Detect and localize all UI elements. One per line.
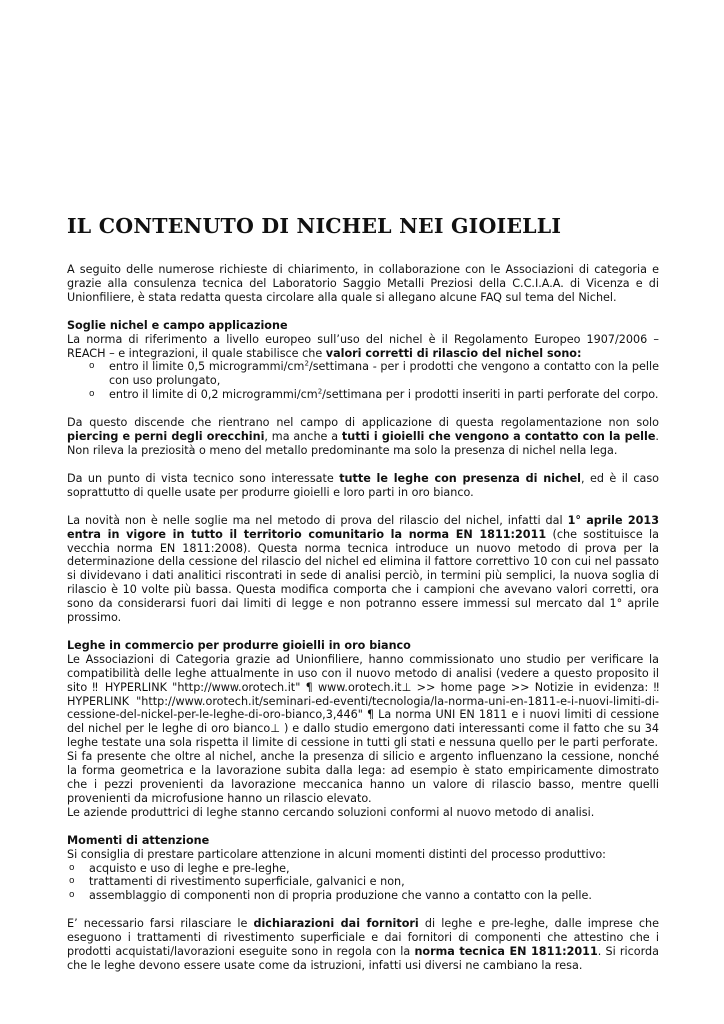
- intro-paragraph: A seguito delle numerose richieste di chiarimento, in collaborazione con le Associazioni di categoria e grazie alla consulenza tecnica del Laboratorio Saggio Metalli Preziosi della C.C.I.A.A. di Vicenza e di Unionfiliere, è stata redatta questa circolare alla quale si allegano alcune FAQ sul tema del Nichel.: [67, 263, 659, 304]
- document-body: [67, 263, 659, 987]
- scope-paragraph: Da questo discende che rientrano nel campo di applicazione di questa regolamentazione non solo piercing e perni degli orecchini, ma anche a tutti i gioielli che vengono a contatto con la pelle. Non rileva la preziosità o meno del metallo predominante ma solo la presenza di nichel nella lega.: [67, 416, 659, 457]
- bullet-icon: o: [89, 361, 95, 372]
- manufacturers-paragraph: Le aziende produttrici di leghe stanno cercando soluzioni conformi al nuovo metodo di analisi.: [67, 805, 595, 819]
- section-heading-momenti: Momenti di attenzione: [67, 833, 210, 847]
- list-item: o acquisto e uso di leghe e pre-leghe,: [69, 861, 290, 875]
- list-item: o assemblaggio di componenti non di propria produzione che vanno a contatto con la pelle.: [69, 889, 592, 903]
- limits-list: [67, 360, 659, 402]
- study-paragraph: Le Associazioni di Categoria grazie ad Unionfiliere, hanno commissionato uno studio per verificare la compatibilità delle leghe attualmente in uso con il nuovo metodo di analisi (vedere a questo proposito il sito ‼ HYPERLINK "http://www.orotech.it" ¶ www.orotech.it⊥ >> home page >> Notizie in evidenza: ‼ HYPERLINK "http://www.orotech.it/seminari-ed-eventi/tecnologia/la-norma-uni-en-1811-e-i-nuovi-limiti-di-cessione-del-nickel-per-le-leghe-di-oro-bianco,3,446" ¶ La norma UNI EN 1811 e i nuovi limiti di cessione del nichel per le leghe di oro bianco⊥ ) e dallo studio emergono dati interessanti come il fatto che su 34 leghe testate una sola rispetta il limite di cessione in tutti gli stati e nessuna quello per le parti perforate.: [67, 652, 659, 750]
- novelty-paragraph: La novità non è nelle soglie ma nel metodo di prova del rilascio del nichel, infatti dal 1° aprile 2013 entra in vigore in tutto il territorio comunitario la norma EN 1811:2011 (che sostituisce la vecchia norma EN 1811:2008). Questa norma tecnica introduce un nuovo metodo di prova per la determinazione della cessione del rilascio del nichel ed elimina il fattore correttivo 10 con cui nel passato si dividevano i dati analitici riscontrati in sede di analisi perciò, in termini più semplici, la nuova soglia di rilascio è 10 volte più bassa. Questa modifica comporta che i campioni che avevano valori corretti, ora sono da considerarsi fuori dai limiti di legge e non potranno essere immessi sul mercato dal 1° aprile prossimo.: [67, 513, 659, 625]
- declarations-paragraph: E’ necessario farsi rilasciare le dichiarazioni dai fornitori di leghe e pre-leghe, dalle imprese che eseguono i trattamenti di rivestimento superficiale e dai fornitori di componenti che attestino che i prodotti acquistati/lavorazioni eseguite sono in regola con la norma tecnica EN 1811:2011. Si ricorda che le leghe devono essere usate come da istruzioni, infatti usi diversi ne cambiano la resa.: [67, 917, 659, 972]
- attention-list: [67, 862, 659, 904]
- regulation-paragraph: La norma di riferimento a livello europeo sull’uso del nichel è il Regolamento Europeo 1907/2006 – REACH – e integrazioni, il quale stabilisce che valori corretti di rilascio del nichel sono:: [67, 332, 659, 360]
- alloys-paragraph: Da un punto di vista tecnico sono interessate tutte le leghe con presenza di nichel, ed è il caso soprattutto di quelle usate per produrre gioielli e loro parti in oro bianco.: [67, 471, 659, 499]
- section-heading-leghe: Leghe in commercio per produrre gioielli in oro bianco: [67, 638, 411, 652]
- bullet-icon: o: [69, 890, 75, 901]
- bullet-icon: o: [69, 876, 75, 887]
- bullet-icon: o: [89, 389, 95, 400]
- attention-paragraph: Si consiglia di prestare particolare attenzione in alcuni momenti distinti del processo produttivo:: [67, 847, 606, 861]
- list-item: o trattamenti di rivestimento superficiale, galvanici e non,: [69, 875, 405, 889]
- section-heading-soglie: Soglie nichel e campo applicazione: [67, 318, 288, 332]
- list-item: o entro il limite di 0,2 microgrammi/$cm^2$/settimana per i prodotti inseriti in parti perforate del corpo.: [89, 387, 659, 402]
- bullet-icon: o: [69, 862, 75, 873]
- silicon-paragraph: Si fa presente che oltre al nichel, anche la presenza di silicio e argento influenzano la cessione, nonché la forma geometrica e la lavorazione subita dalla lega: ad esempio è stato empiricamente dimostrato che i pezzi provenienti da lavorazione meccanica hanno un valore di rilascio basso, mentre quelli provenienti da microfusione hanno un rilascio elevato.: [67, 750, 659, 805]
- list-item: o entro il limite 0,5 microgrammi/$cm^2$/settimana - per i prodotti che vengono a contatto con la pelle con uso prolungato,: [89, 359, 659, 388]
- document-title: IL CONTENUTO DI NICHEL NEI GIOIELLI: [67, 214, 562, 238]
